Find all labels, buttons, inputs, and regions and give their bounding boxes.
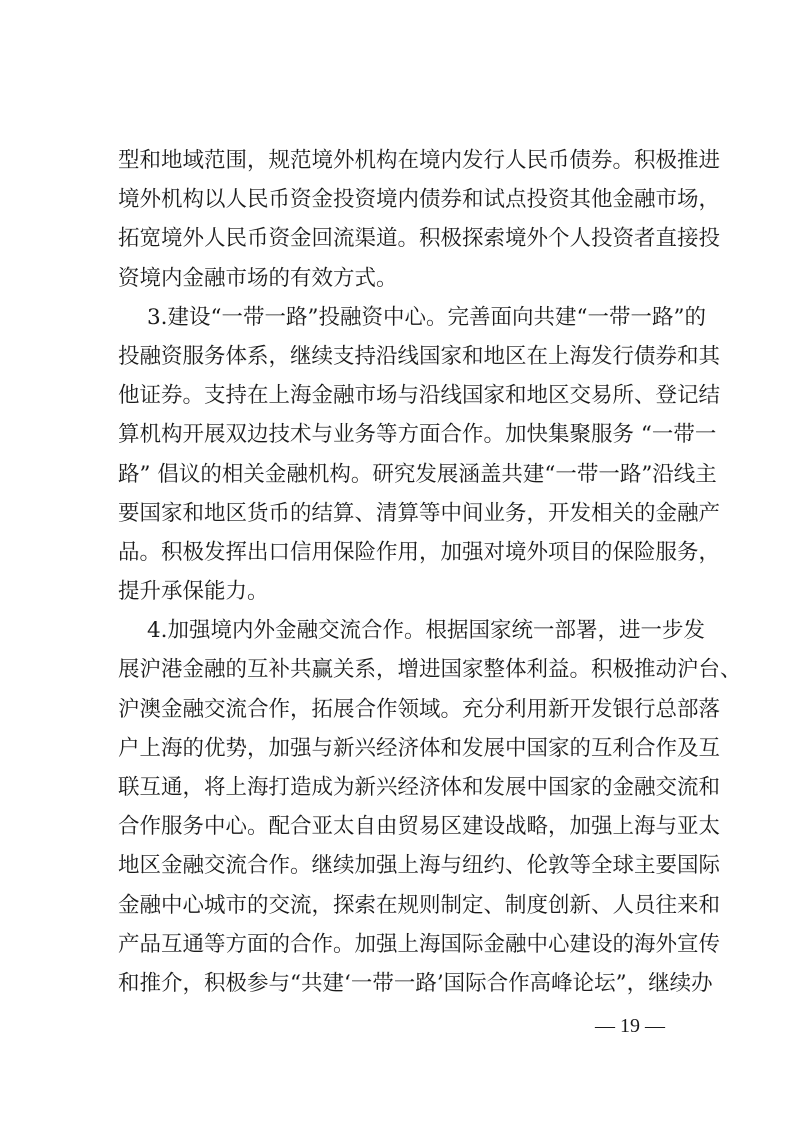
text-line: 户上海的优势，加强与新兴经济体和发展中国家的互利合作及互	[118, 735, 721, 761]
text-line: 沪澳金融交流合作，拓展合作领域。充分利用新开发银行总部落	[118, 696, 721, 722]
text-line: 资境内金融市场的有效方式。	[118, 265, 398, 291]
text-line: 合作服务中心。配合亚太自由贸易区建设战略，加强上海与亚太	[118, 814, 721, 840]
text-line: 提升承保能力。	[118, 579, 269, 605]
text-line: 联互通，将上海打造成为新兴经济体和发展中国家的金融交流和	[118, 775, 721, 800]
text-line: 地区金融交流合作。继续加强上海与纽约、伦敦等全球主要国际	[118, 853, 721, 879]
text-line: 路” 倡议的相关金融机构。研究发展涵盖共建“一带一路”沿线主	[118, 461, 717, 487]
text-line: 金融中心城市的交流，探索在规则制定、制度创新、人员往来和	[118, 892, 721, 918]
page-number: — 19 —	[595, 1015, 665, 1037]
body-text	[118, 141, 742, 1003]
text-line: 投融资服务体系，继续支持沿线国家和地区在上海发行债券和其	[118, 343, 721, 369]
text-line: 型和地域范围，规范境外机构在境内发行人民币债券。积极推进	[118, 148, 721, 173]
section-heading-line: 3.建设“一带一路”投融资中心。完善面向共建“一带一路”的	[147, 304, 706, 330]
text-line: 境外机构以人民币资金投资境内债券和试点投资其他金融市场，	[118, 187, 721, 213]
text-line: 他证券。支持在上海金融市场与沿线国家和地区交易所、登记结	[118, 383, 721, 409]
text-line: 和推介，积极参与“共建‘一带一路’国际合作高峰论坛”，继续办	[118, 970, 713, 996]
text-line: 拓宽境外人民币资金回流渠道。积极探索境外个人投资者直接投	[118, 226, 721, 252]
text-line: 产品互通等方面的合作。加强上海国际金融中心建设的海外宣传	[118, 931, 721, 957]
text-line: 算机构开展双边技术与业务等方面合作。加快集聚服务 “一带一	[118, 422, 717, 448]
section-heading-line: 4.加强境内外金融交流合作。根据国家统一部署，进一步发	[147, 618, 706, 644]
text-line: 要国家和地区货币的结算、清算等中间业务，开发相关的金融产	[118, 500, 721, 526]
text-line: 品。积极发挥出口信用保险作用，加强对境外项目的保险服务，	[118, 539, 721, 565]
text-line: 展沪港金融的互补共赢关系，增进国家整体利益。积极推动沪台、	[118, 657, 742, 683]
